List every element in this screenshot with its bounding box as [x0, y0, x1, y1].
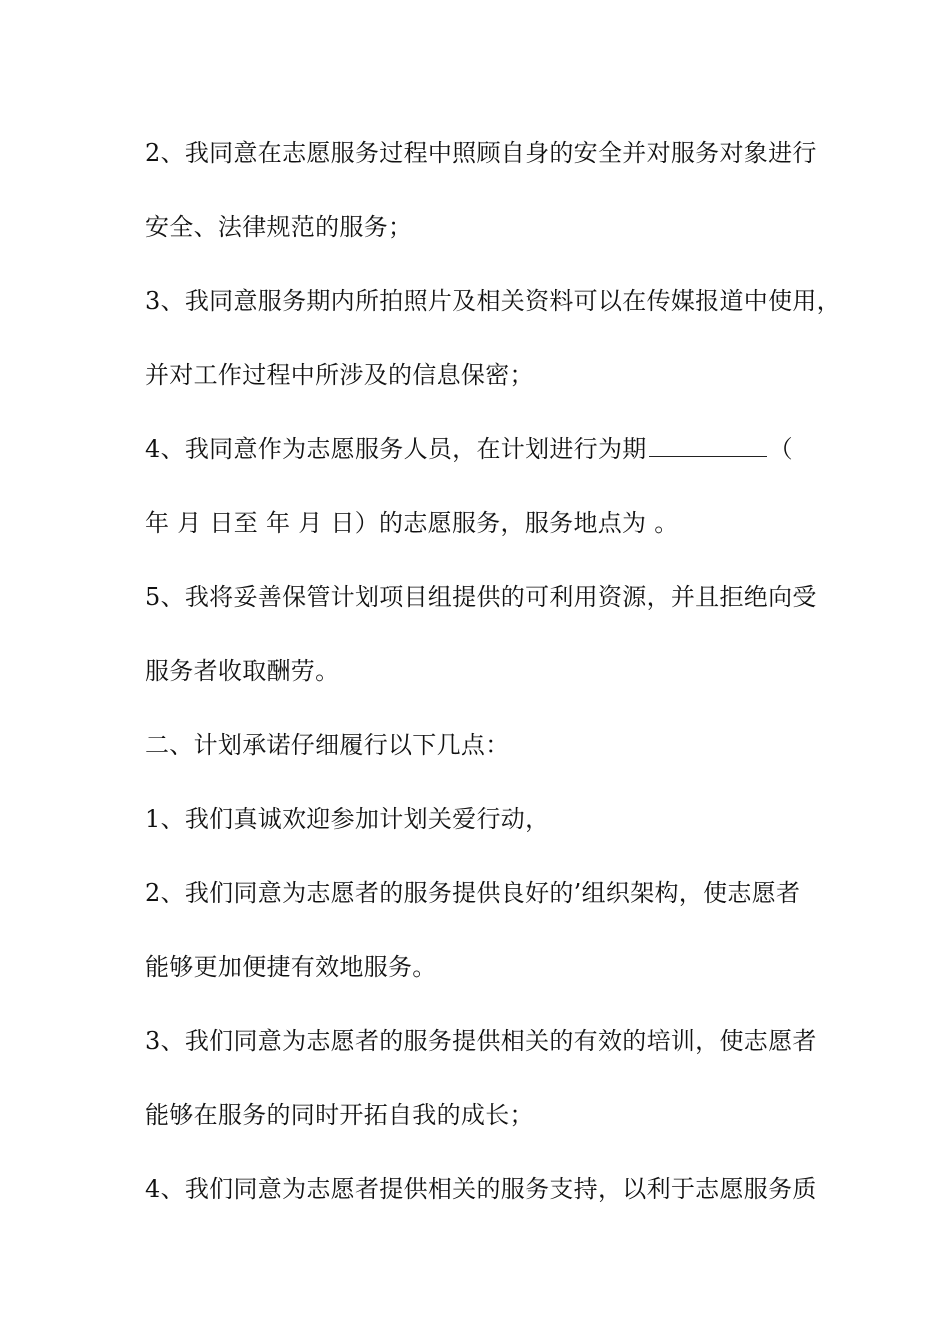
paragraph-line: 并对工作过程中所涉及的信息保密； — [145, 361, 534, 389]
paragraph-line: 5、我将妥善保管计划项目组提供的可利用资源，并且拒绝向受 — [145, 583, 817, 611]
paragraph-line: 年 月 日至 年 月 日）的志愿服务，服务地点为 。 — [145, 509, 679, 537]
paragraph-line-with-blank — [145, 433, 825, 465]
paragraph-line: 3、我同意服务期内所拍照片及相关资料可以在传媒报道中使用， — [145, 287, 841, 315]
paragraph-line: 2、我们同意为志愿者的服务提供良好的’组织架构，使志愿者 — [145, 879, 801, 907]
paragraph-line: 能够更加便捷有效地服务。 — [145, 953, 437, 981]
paragraph-text: （ — [768, 435, 793, 463]
paragraph-line: 4、我们同意为志愿者提供相关的服务支持，以利于志愿服务质 — [145, 1175, 817, 1203]
section-heading: 二、计划承诺仔细履行以下几点： — [145, 731, 510, 759]
paragraph-line: 安全、法律规范的服务； — [145, 213, 413, 241]
paragraph-line: 能够在服务的同时开拓自我的成长； — [145, 1101, 534, 1129]
paragraph-text: 4、我同意作为志愿服务人员，在计划进行为期 — [145, 435, 647, 463]
paragraph-line: 1、我们真诚欢迎参加计划关爱行动， — [145, 805, 550, 833]
paragraph-line: 3、我们同意为志愿者的服务提供相关的有效的培训，使志愿者 — [145, 1027, 817, 1055]
paragraph-line: 服务者收取酬劳。 — [145, 657, 340, 685]
fill-in-blank — [649, 436, 767, 457]
paragraph-line: 2、我同意在志愿服务过程中照顾自身的安全并对服务对象进行 — [145, 139, 817, 167]
